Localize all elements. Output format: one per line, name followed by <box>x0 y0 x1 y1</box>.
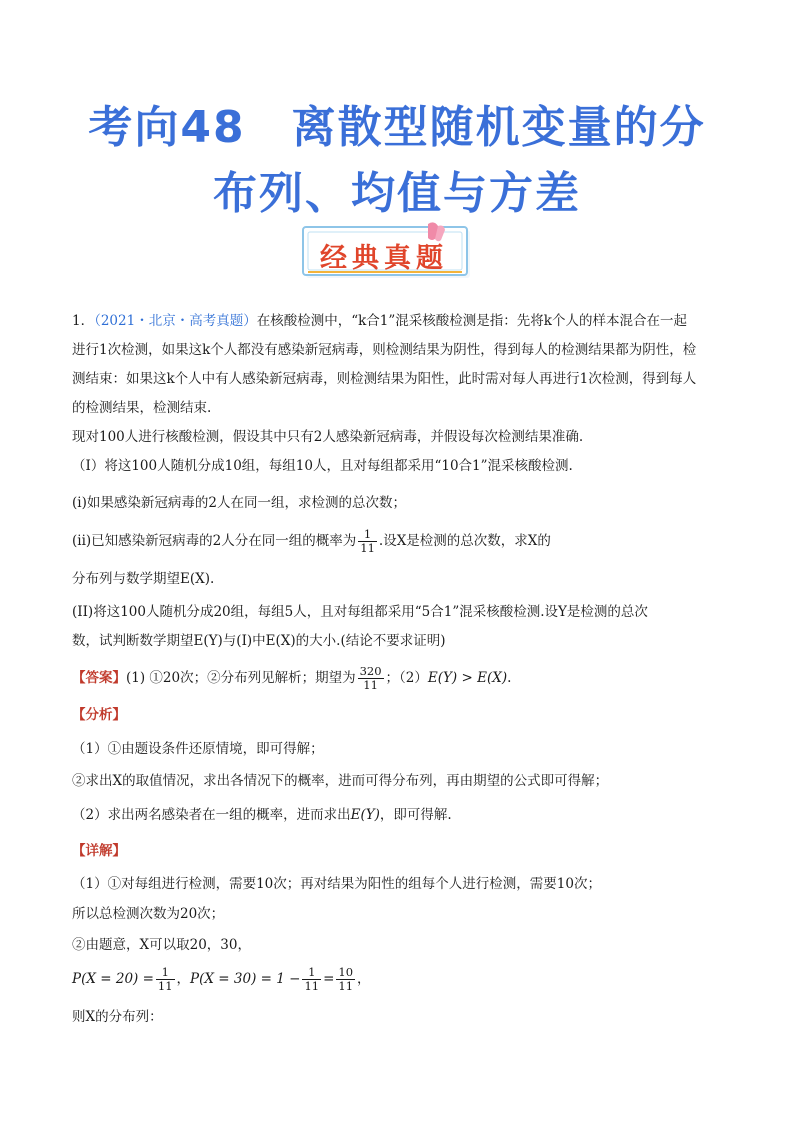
probability-formula: P(X = 20) = <box>72 971 154 987</box>
problem-line-2: 进行1次检测，如果这k个人都没有感染新冠病毒，则检测结果为阴性，得到每人的检测结果都为阴性，检 <box>72 342 697 358</box>
problem-line-1 <box>72 312 687 330</box>
problem-line-9: 分布列与数学期望E(X). <box>72 571 215 587</box>
problem-line-11: 数，试判断数学期望E(Y)与(I)中E(X)的大小.(结论不要求证明) <box>72 633 446 649</box>
answer-line <box>72 665 511 692</box>
analysis-text: （2）求出两名感染者在一组的概率，进而求出 <box>72 807 351 823</box>
fraction <box>358 528 377 555</box>
fraction-denominator: 11 <box>304 979 320 993</box>
problem-text: (ii)已知感染新冠病毒的2人分在同一组的概率为 <box>72 533 357 549</box>
fraction <box>156 966 175 993</box>
fraction-numerator: 320 <box>359 664 382 678</box>
analysis-line-1: （1）①由题设条件还原情境，即可得解； <box>72 741 324 757</box>
analysis-line-3 <box>72 806 452 824</box>
problem-source: （2021・北京・高考真题） <box>94 313 257 329</box>
problem-line-6: （I）将这100人随机分成10组，每组10人，且对每组都采用“10合1”混采核酸检测. <box>72 458 573 474</box>
problem-line-5: 现对100人进行核酸检测，假设其中只有2人感染新冠病毒，并假设每次检测结果准确. <box>72 429 584 445</box>
problem-number: 1． <box>72 313 95 329</box>
detail-line-2: 所以总检测次数为20次； <box>72 906 225 922</box>
fraction-denominator: 11 <box>363 678 378 692</box>
page-title-line-2: 布列、均值与方差 <box>213 168 581 219</box>
fraction-denominator: 11 <box>338 979 354 993</box>
problem-line-7: (i)如果感染新冠病毒的2人在同一组，求检测的总次数； <box>72 495 406 511</box>
analysis-text: ，即可得解. <box>379 807 452 823</box>
problem-line-8 <box>72 528 551 555</box>
analysis-formula: E(Y) <box>350 807 380 823</box>
fraction <box>358 665 384 692</box>
badge-label: 经典真题 <box>320 243 448 274</box>
section-badge <box>300 222 476 284</box>
fraction-denominator: 11 <box>360 541 375 555</box>
fraction-numerator: 10 <box>338 965 354 979</box>
detail-text: ， <box>176 971 191 987</box>
detail-line-1: （1）①对每组进行检测，需要10次；再对结果为阳性的组每个人进行检测，需要10次； <box>72 876 601 892</box>
detail-line-3: ②由题意，X可以取20，30， <box>72 937 251 953</box>
page-title-line-1: 考向48 离散型随机变量的分 <box>88 102 706 153</box>
detail-text: ， <box>357 971 371 987</box>
problem-line-4: 的检测结果，检测结束. <box>72 400 212 416</box>
fraction-numerator: 1 <box>156 966 175 980</box>
problem-text: 在核酸检测中，“k合1”混采核酸检测是指：先将k个人的样本混合在一起 <box>256 313 687 329</box>
fraction <box>336 966 355 993</box>
answer-text: . <box>507 670 512 686</box>
probability-formula: P(X = 30) = 1 − <box>190 971 301 987</box>
fraction <box>302 966 321 993</box>
problem-line-10: (II)将这100人随机分成20组，每组5人，且对每组都采用“5合1”混采核酸检测.设Y是检测的总次 <box>72 604 648 620</box>
answer-tag: 【答案】 <box>72 670 126 686</box>
problem-text: .设X是检测的总次数，求X的 <box>378 533 551 549</box>
answer-text: ；（2） <box>385 670 428 686</box>
fraction-numerator: 1 <box>358 528 377 542</box>
fraction-numerator: 1 <box>302 966 321 980</box>
analysis-tag: 【分析】 <box>72 707 126 723</box>
detail-line-5: 则X的分布列： <box>72 1009 163 1025</box>
answer-formula: E(Y) > E(X) <box>427 670 508 686</box>
detail-text: = <box>323 971 335 987</box>
detail-line-4 <box>72 966 371 993</box>
answer-text: (1) ①20次；②分布列见解析；期望为 <box>126 670 356 686</box>
analysis-line-2: ②求出X的取值情况，求出各情况下的概率，进而可得分布列，再由期望的公式即可得解； <box>72 773 609 789</box>
fraction-denominator: 11 <box>157 979 173 993</box>
detail-tag: 【详解】 <box>72 843 126 859</box>
problem-line-3: 测结束：如果这k个人中有人感染新冠病毒，则检测结果为阳性，此时需对每人再进行1次检测，得到每人 <box>72 371 697 387</box>
